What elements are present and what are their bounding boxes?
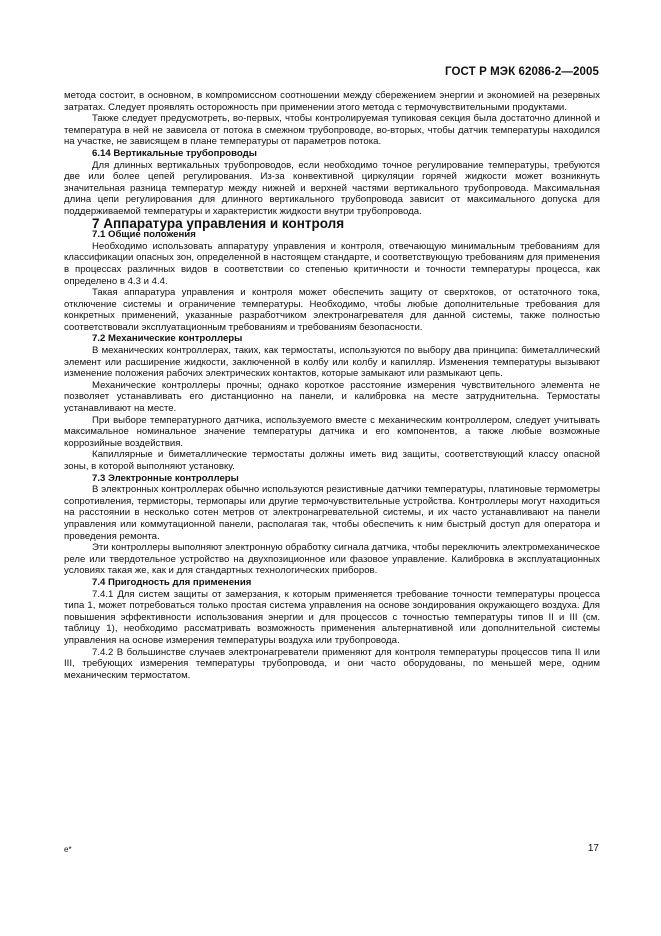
section-7-title: 7 Аппаратура управления и контроля <box>92 215 345 231</box>
footer-mark: e* <box>64 845 72 854</box>
subsection-7-4-title: 7.4 Пригодность для применения <box>92 576 252 588</box>
subsection-7-1-paragraph: Такая аппаратура управления и контроля может обеспечить защиту от сверхтоков, от остаточного тока, отключение системы и ограничение температуры. Необходимо, чтобы любые дополнительные требования для конкретных применений, указанные разработчиком электронагревателя для данной системы, также полностью соответствовали эксплуатационным требованиям и требованиям безопасности. <box>64 287 600 333</box>
subsection-6-14-title: 6.14 Вертикальные трубопроводы <box>92 147 257 159</box>
subsection-7-2-paragraph: При выборе температурного датчика, используемого вместе с механическим контроллером, следует учитывать максимальное номинальное значение температуры датчика и его компонентов, а также любые возможные коррозийные воздействия. <box>64 414 600 449</box>
subsection-7-4-paragraph: 7.4.2 В большинстве случаев электронагреватели применяют для контроля температуры процессов типа II или III, требующих измерения температуры трубопровода, и они часто оборудованы, по меньшей мере, одним механическим термостатом. <box>64 646 600 681</box>
standard-header: ГОСТ Р МЭК 62086-2—2005 <box>445 66 599 78</box>
paragraph-intro-2: Также следует предусмотреть, во-первых, чтобы контролируемая тупиковая секция была достаточно длинной и температура в ней не зависела от потока в смежном трубопроводе, во-вторых, чтобы датчик температуры находился на участке, не зависящем в плане температуры от параметров потока. <box>64 113 600 148</box>
subsection-7-2-paragraph: Капиллярные и биметаллические термостаты должны иметь вид защиты, соответствующий классу опасной зоны, в которой выполняют установку. <box>64 449 600 472</box>
subsection-7-3-paragraph: В электронных контроллерах обычно используются резистивные датчики температуры, платиновые термометры сопротивления, термисторы, термопары или другие термочувствительные устройства. Контроллеры могут находиться на расстоянии в несколько сотен метров от электронагревательной системы, и их часто устанавливают на панели управления или коммутационной панели, располагая так, чтобы обеспечить к ним быстрый доступ для оператора и проведения ремонта. <box>64 484 600 542</box>
subsection-6-14-text: Для длинных вертикальных трубопроводов, если необходимо точное регулирование температуры, требуются две или более цепей регулирования. Из-за конвективной циркуляции горячей жидкости может возникнуть значительная разница температур между нижней и верхней частями вертикального трубопровода. Максимальная длина цепи регулирования для длинного вертикального трубопровода зависит от максимального допуска для поддерживаемой температуры и характеристик жидкости внутри трубопровода. <box>64 159 600 217</box>
subsection-7-1-paragraph: Необходимо использовать аппаратуру управления и контроля, отвечающую минимальным требованиям для классификации опасных зон, определенной в настоящем стандарте, и соответствующую требованиям для применения в процессах различных видов в соответствии со степенью критичности и точности температуры процесса, как определено в 4.3 и 4.4. <box>64 240 600 287</box>
subsection-7-3-title: 7.3 Электронные контроллеры <box>92 472 239 484</box>
subsection-7-2-paragraph: В механических контроллерах, таких, как термостаты, используются по выбору два принципа: биметаллический элемент или расширение жидкости, заключенной в колбу или колбу и капилляр. Изменения температуры вызывают изменение положения рабочих электрических контактов, которые замыкают или размыкают цепь. <box>64 345 600 380</box>
document-body <box>64 90 600 681</box>
subsection-7-4-paragraph: 7.4.1 Для систем защиты от замерзания, к которым применяется требование точности температуры процесса типа 1, может потребоваться только простая система управления на основе зондирования окружающего воздуха. Для повышения эффективности использования энергии и для процессов с точностью температуры типов II и III (см. таблицу 1), необходимо рассматривать возможность применения альтернативной или дополнительной системы управления на основе измерения температуры воздуха или трубопровода. <box>64 588 600 646</box>
page-number: 17 <box>587 843 599 854</box>
subsection-7-2-title: 7.2 Механические контроллеры <box>92 333 243 345</box>
paragraph-intro-1: метода состоит, в основном, в компромиссном соотношении между сбережением энергии и экономией на резервных затратах. Следует проявлять осторожность при применении этого метода с термочувствительными продуктами. <box>64 90 600 113</box>
subsection-7-3-paragraph: Эти контроллеры выполняют электронную обработку сигнала датчика, чтобы переключить электромеханическое реле или твердотельное устройство на двухпозиционное или фазовое управление. Калибровка в эксплуатационных условиях такая же, как и для стандартных технологических приборов. <box>64 542 600 577</box>
subsection-7-2-paragraph: Механические контроллеры прочны; однако короткое расстояние измерения чувствительного элемента не позволяет устанавливать его дистанционно на панели, и калибровка на месте затруднительна. Термостаты устанавливают на месте. <box>64 379 600 415</box>
subsection-7-1-title: 7.1 Общие положения <box>92 229 196 241</box>
